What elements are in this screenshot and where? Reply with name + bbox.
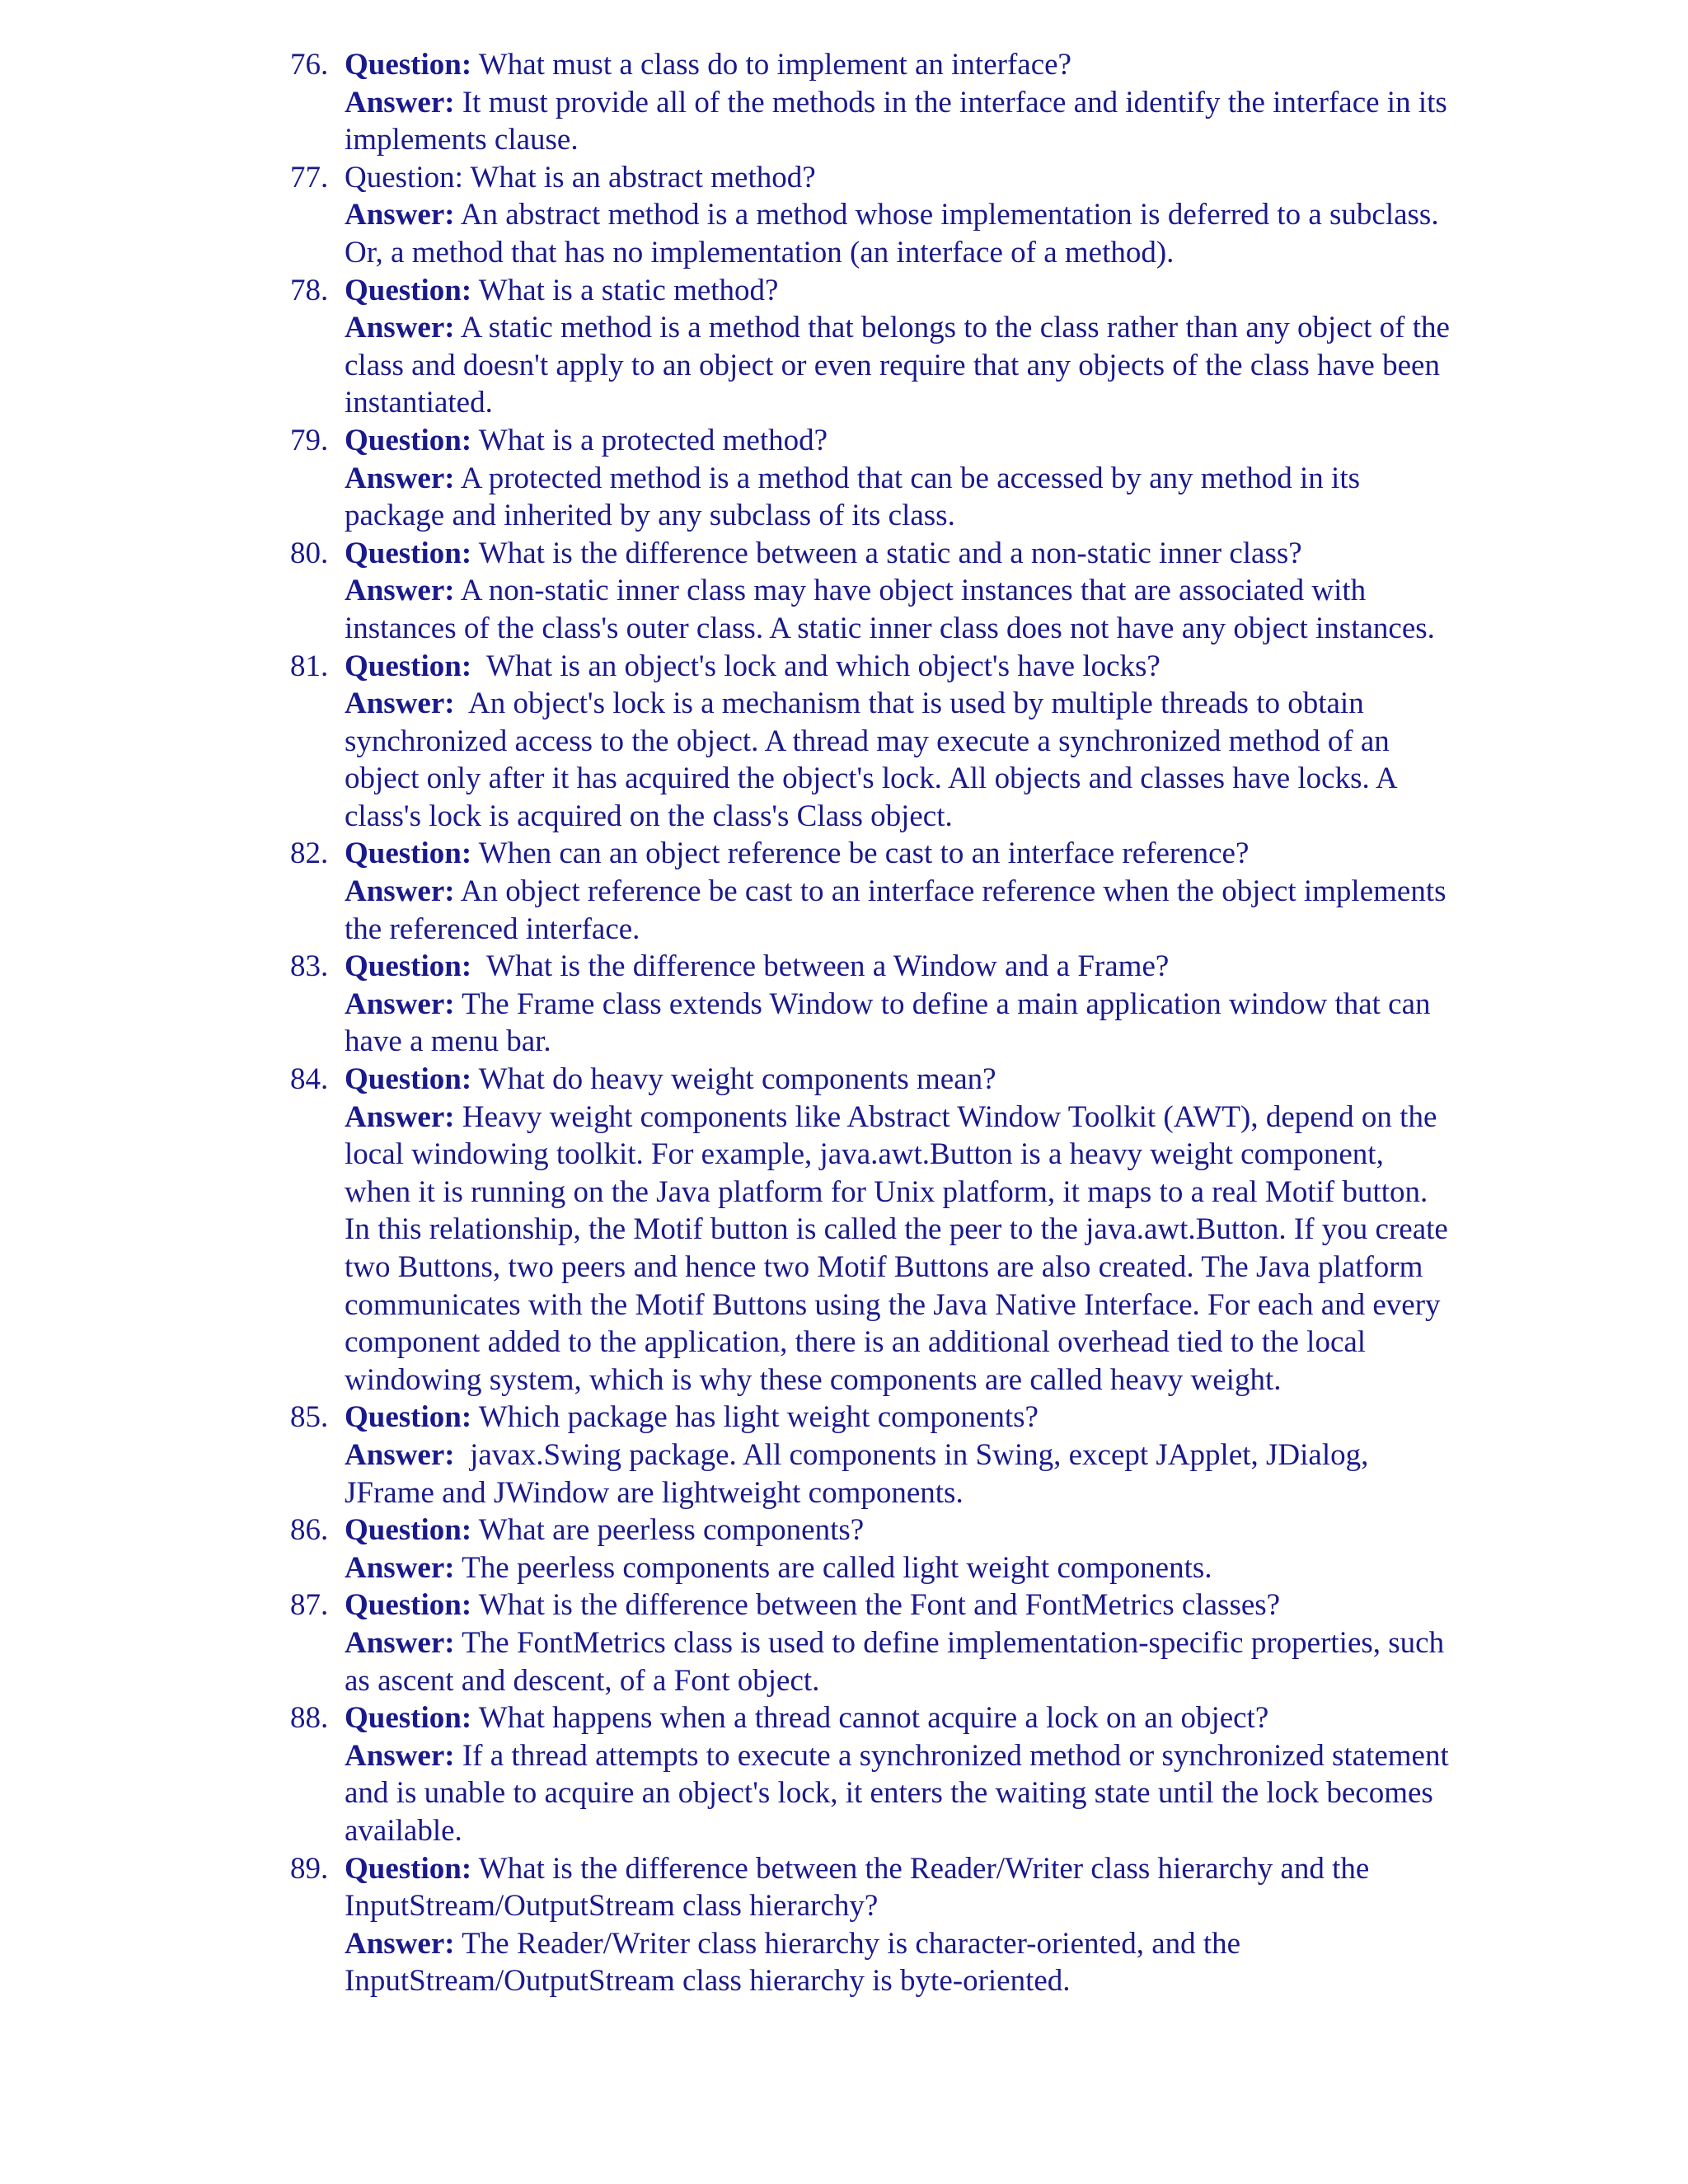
answer-line — [345, 572, 1457, 647]
item-number: 87. — [290, 1588, 329, 1623]
question-line — [345, 46, 1457, 84]
qa-item-89 — [0, 1850, 1457, 2000]
answer-line — [345, 309, 1457, 422]
qa-list — [0, 46, 1688, 2000]
question-label: Question: — [345, 649, 472, 683]
answer-text: A static method is a method that belongs to the class rather than any object of the class and doesn't apply to an object or even require that any objects of the class have been instantiated. — [345, 311, 1458, 420]
answer-line — [345, 1549, 1457, 1587]
answer-line — [345, 196, 1457, 271]
answer-line — [345, 873, 1457, 948]
answer-text: A protected method is a method that can be accessed by any method in its package and inherited by any subclass of its class. — [345, 461, 1368, 533]
answer-label: Answer: — [345, 1738, 455, 1773]
qa-item-86 — [0, 1511, 1457, 1586]
question-text: What is a static method? — [471, 273, 779, 307]
item-number: 81. — [290, 649, 329, 683]
question-label: Question: — [345, 949, 472, 984]
answer-label: Answer: — [345, 1625, 455, 1660]
answer-label: Answer: — [345, 461, 455, 495]
question-line — [345, 1511, 1457, 1549]
answer-label: Answer: — [345, 1437, 455, 1472]
question-text: What is the difference between the Reader/Writer class hierarchy and the InputStream/OutputStream class hierarchy? — [345, 1851, 1377, 1924]
question-line — [345, 272, 1457, 310]
question-text: What is an abstract method? — [462, 160, 816, 194]
question-line — [345, 1850, 1457, 1925]
answer-text: The FontMetrics class is used to define implementation-specific properties, such as ascent and descent, of a Font object. — [345, 1625, 1452, 1698]
question-text: What must a class do to implement an interface? — [471, 48, 1071, 82]
question-line — [345, 835, 1457, 873]
answer-label: Answer: — [345, 1550, 455, 1585]
question-line — [345, 1061, 1457, 1099]
item-number: 78. — [290, 273, 329, 307]
answer-text: javax.Swing package. All components in Swing, except JApplet, JDialog, JFrame and JWindow are lightweight components. — [345, 1437, 1376, 1510]
answer-line — [345, 1624, 1457, 1699]
answer-label: Answer: — [345, 987, 455, 1021]
answer-text: A non-static inner class may have object instances that are associated with instances of the class's outer class. A static inner class does not have any object instances. — [345, 574, 1435, 645]
answer-label: Answer: — [345, 85, 455, 120]
qa-item-83 — [0, 948, 1457, 1061]
answer-line — [345, 460, 1457, 535]
question-text: What happens when a thread cannot acquire a lock on an object? — [471, 1701, 1269, 1736]
question-label: Question: — [345, 837, 472, 871]
question-label: Question: — [345, 160, 463, 194]
question-label: Question: — [345, 1513, 472, 1548]
answer-label: Answer: — [345, 198, 455, 232]
question-label: Question: — [345, 1588, 472, 1623]
question-label: Question: — [345, 1400, 472, 1435]
item-number: 79. — [290, 423, 329, 457]
question-text: What do heavy weight components mean? — [471, 1062, 996, 1097]
question-line — [345, 1586, 1457, 1624]
item-number: 80. — [290, 536, 329, 570]
qa-item-80 — [0, 535, 1457, 648]
answer-line — [345, 1925, 1457, 2000]
qa-item-81 — [0, 648, 1457, 836]
question-text: What is the difference between the Font and FontMetrics classes? — [471, 1588, 1281, 1623]
question-label: Question: — [345, 536, 472, 570]
answer-text: The peerless components are called light weight components. — [454, 1550, 1212, 1585]
answer-text: Heavy weight components like Abstract Window Toolkit (AWT), depend on the local windowing toolkit. For example, java.awt.Button is a heavy weight component, when it is running on the Java platform for Unix platform, it maps to a real Motif button. In this relationship, the Motif button is called the peer to the java.awt.Button. If you create two Buttons, two peers and hence two Motif Buttons are also created. The Java platform communicates with the Motif Buttons using the Java Native Interface. For each and every component added to the application, there is an additional overhead tied to the local windowing system, which is why these components are called heavy weight. — [345, 1099, 1456, 1397]
answer-line — [345, 685, 1457, 835]
answer-label: Answer: — [345, 311, 455, 345]
question-line — [345, 422, 1457, 460]
qa-item-77 — [0, 159, 1457, 272]
qa-item-84 — [0, 1061, 1457, 1399]
question-label: Question: — [345, 1062, 472, 1097]
answer-text: If a thread attempts to execute a synchronized method or synchronized statement and is unable to acquire an object's lock, it enters the waiting state until the lock becomes available. — [345, 1738, 1457, 1848]
question-text: What is an object's lock and which object's have locks? — [471, 649, 1160, 683]
question-label: Question: — [345, 423, 472, 457]
question-text: What is the difference between a static and a non-static inner class? — [471, 536, 1302, 570]
answer-label: Answer: — [345, 1926, 455, 1961]
question-label: Question: — [345, 48, 472, 82]
answer-text: An object reference be cast to an interface reference when the object implements the referenced interface. — [345, 874, 1454, 946]
item-number: 77. — [290, 160, 329, 194]
question-line — [345, 1699, 1457, 1737]
question-text: What are peerless components? — [471, 1513, 865, 1548]
question-label: Question: — [345, 1701, 472, 1736]
answer-label: Answer: — [345, 687, 455, 721]
answer-label: Answer: — [345, 874, 455, 909]
item-number: 82. — [290, 837, 329, 871]
answer-line — [345, 84, 1457, 159]
answer-line — [345, 986, 1457, 1061]
answer-text: The Reader/Writer class hierarchy is character-oriented, and the InputStream/OutputStream class hierarchy is byte-oriented. — [345, 1926, 1249, 1999]
question-text: What is a protected method? — [471, 423, 828, 457]
answer-line — [345, 1099, 1457, 1399]
question-label: Question: — [345, 1851, 472, 1886]
answer-line — [345, 1737, 1457, 1850]
question-text: What is the difference between a Window and a Frame? — [471, 949, 1170, 984]
question-text: Which package has light weight components? — [471, 1400, 1039, 1435]
question-label: Question: — [345, 273, 472, 307]
qa-item-76 — [0, 46, 1457, 159]
answer-text: An abstract method is a method whose implementation is deferred to a subclass. Or, a method that has no implementation (an interface of a method). — [345, 198, 1447, 269]
answer-label: Answer: — [345, 574, 455, 608]
answer-text: It must provide all of the methods in the interface and identify the interface in its implements clause. — [345, 85, 1456, 157]
item-number: 85. — [290, 1400, 329, 1435]
answer-label: Answer: — [345, 1099, 455, 1134]
question-line — [345, 1399, 1457, 1436]
item-number: 76. — [290, 48, 329, 82]
item-number: 86. — [290, 1513, 329, 1548]
item-number: 84. — [290, 1062, 329, 1097]
question-line — [345, 159, 1457, 197]
question-line — [345, 535, 1457, 573]
qa-item-78 — [0, 272, 1457, 422]
qa-item-82 — [0, 835, 1457, 948]
qa-item-87 — [0, 1586, 1457, 1699]
qa-item-79 — [0, 422, 1457, 535]
answer-text: The Frame class extends Window to define a main application window that can have a menu bar. — [345, 987, 1438, 1059]
question-line — [345, 648, 1457, 686]
answer-line — [345, 1436, 1457, 1511]
answer-text: An object's lock is a mechanism that is used by multiple threads to obtain synchronized access to the object. A thread may execute a synchronized method of an object only after it has acquired the object's lock. All objects and classes have locks. A class's lock is acquired on the class's Class object. — [345, 687, 1404, 833]
qa-item-85 — [0, 1399, 1457, 1511]
qa-item-88 — [0, 1699, 1457, 1849]
question-text: When can an object reference be cast to an interface reference? — [471, 837, 1250, 871]
item-number: 89. — [290, 1851, 329, 1886]
question-line — [345, 948, 1457, 986]
item-number: 83. — [290, 949, 329, 984]
item-number: 88. — [290, 1701, 329, 1736]
